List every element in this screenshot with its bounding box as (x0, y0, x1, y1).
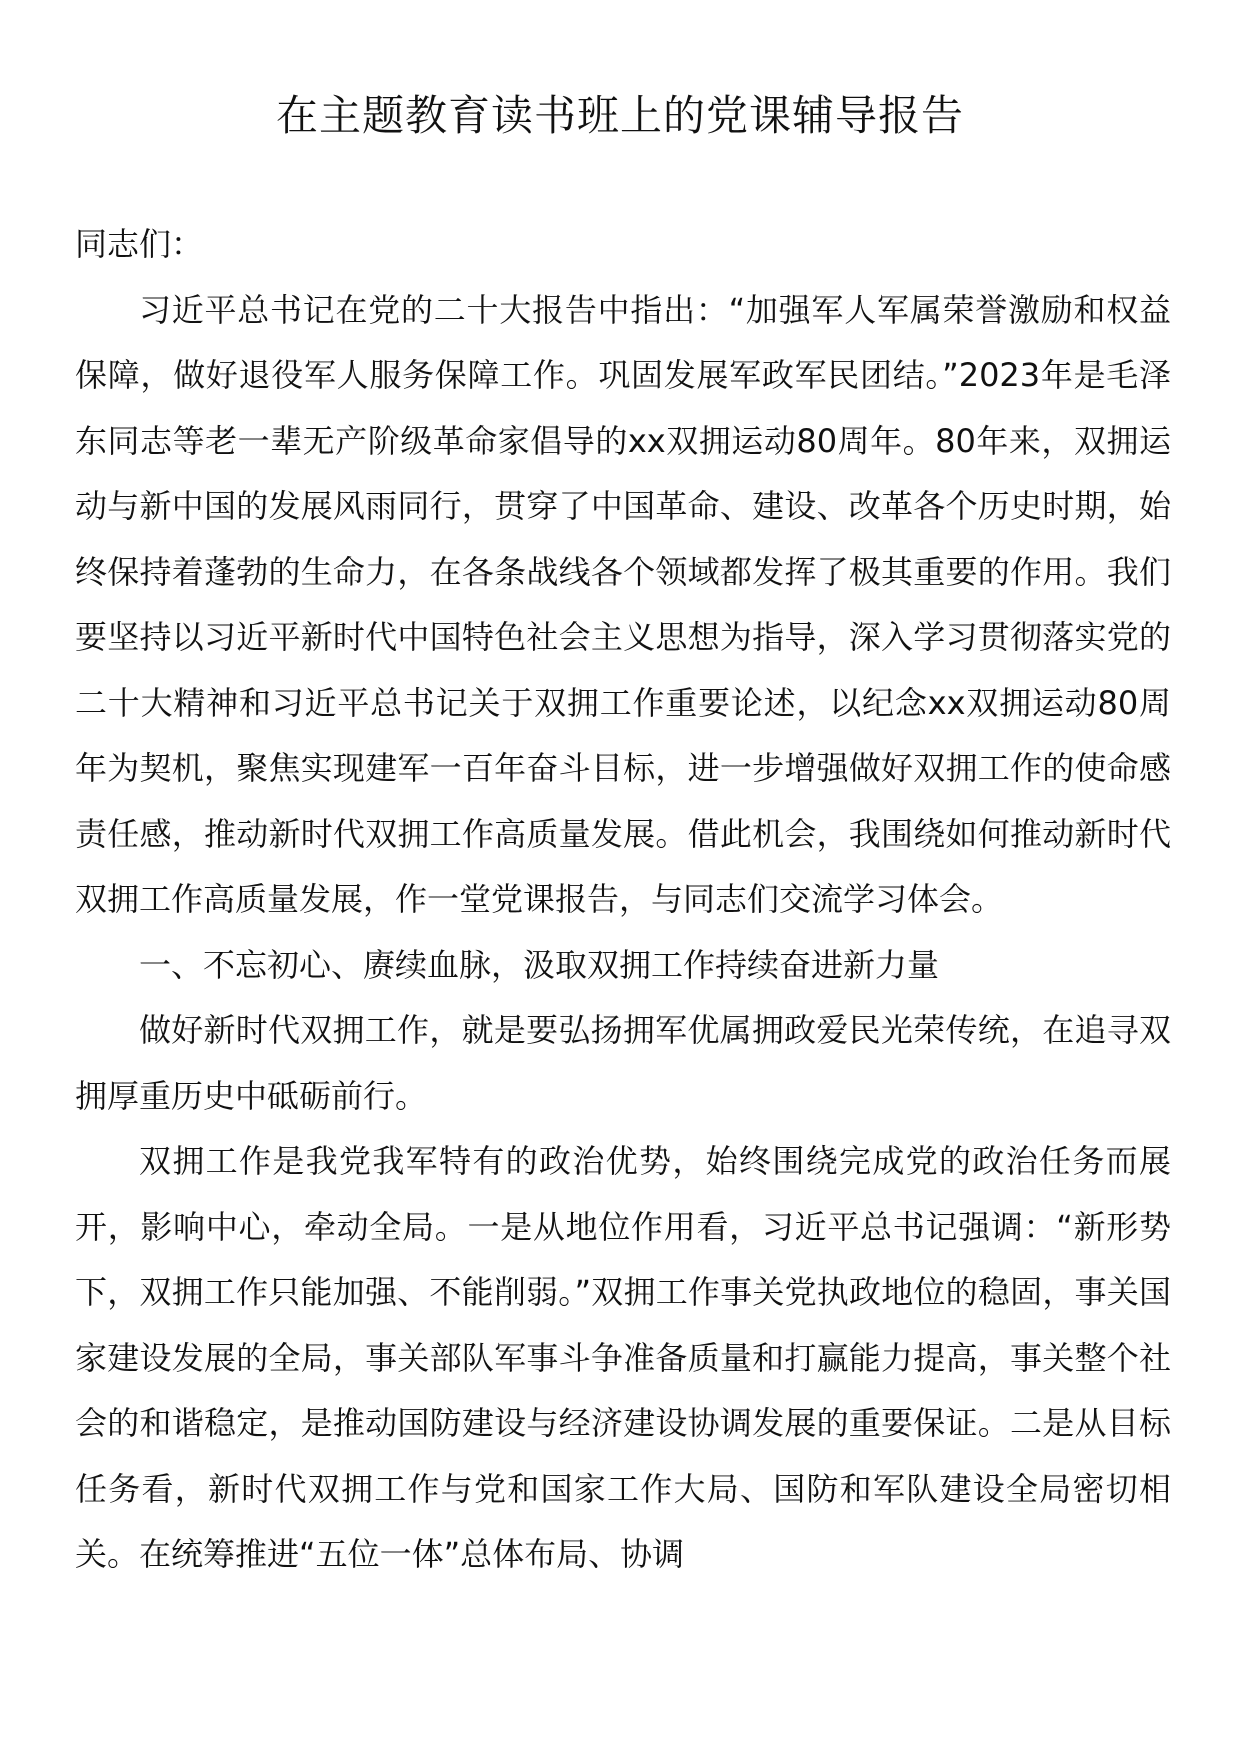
salutation: 同志们： (75, 225, 204, 263)
document-body (75, 212, 1171, 1588)
paragraph-intro: 习近平总书记在党的二十大报告中指出：“加强军人军属荣誉激励和权益保障，做好退役军人服务保障工作。巩固发展军政军民团结。”2023年是毛泽东同志等老一辈无产阶级革命家倡导的xx双拥运动80周年。80年来，双拥运动与新中国的发展风雨同行，贯穿了中国革命、建设、改革各个历史时期，始终保持着蓬勃的生命力，在各条战线各个领域都发挥了极其重要的作用。我们要坚持以习近平新时代中国特色社会主义思想为指导，深入学习贯彻落实党的二十大精神和习近平总书记关于双拥工作重要论述，以纪念xx双拥运动80周年为契机，聚焦实现建军一百年奋斗目标，进一步增强做好双拥工作的使命感责任感，推动新时代双拥工作高质量发展。借此机会，我围绕如何推动新时代双拥工作高质量发展，作一堂党课报告，与同志们交流学习体会。 (75, 290, 1171, 918)
section-heading-1: 一、不忘初心、赓续血脉，汲取双拥工作持续奋进新力量 (139, 945, 940, 984)
paragraph-section-1-lead: 做好新时代双拥工作，就是要弘扬拥军优属拥政爱民光荣传统，在追寻双拥厚重历史中砥砺前行。 (75, 1011, 1171, 1115)
document-title: 在主题教育读书班上的党课辅导报告 (275, 91, 964, 140)
paragraph-section-1-body: 双拥工作是我党我军特有的政治优势，始终围绕完成党的政治任务而展开，影响中心，牵动全局。一是从地位作用看，习近平总书记强调：“新形势下，双拥工作只能加强、不能削弱。”双拥工作事关党执政地位的稳固，事关国家建设发展的全局，事关部队军事斗争准备质量和打赢能力提高，事关整个社会的和谐稳定，是推动国防建设与经济建设协调发展的重要保证。二是从目标任务看，新时代双拥工作与党和国家工作大局、国防和军队建设全局密切相关。在统筹推进“五位一体”总体布局、协调 (75, 1142, 1171, 1573)
